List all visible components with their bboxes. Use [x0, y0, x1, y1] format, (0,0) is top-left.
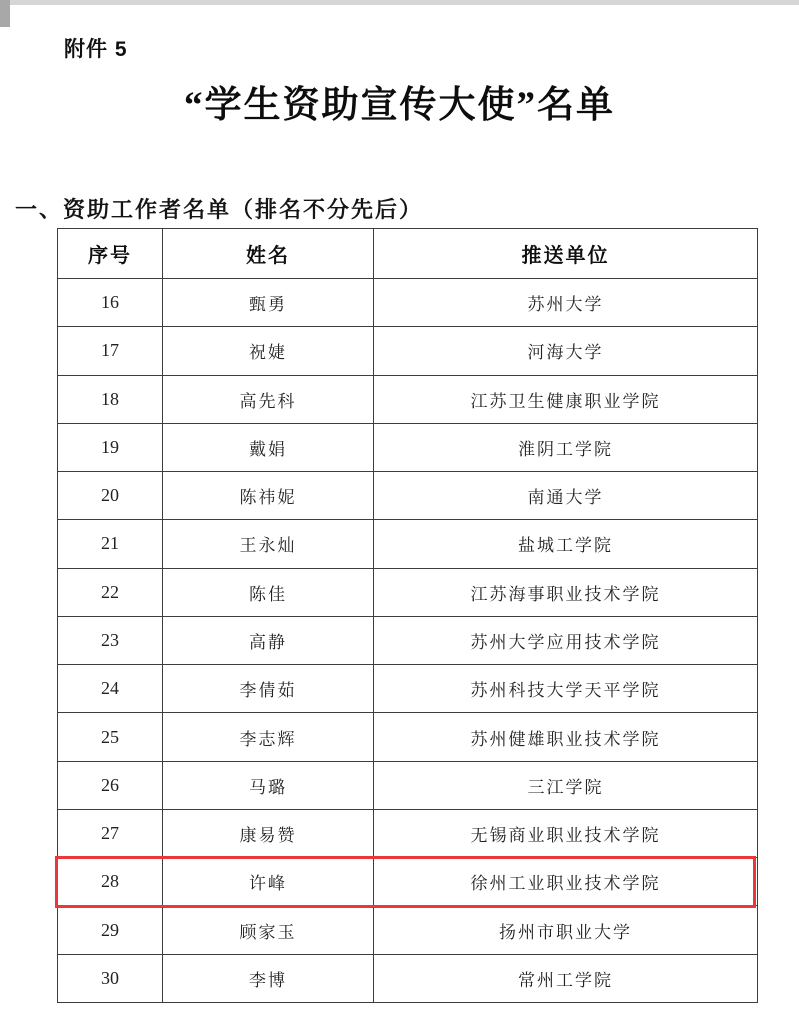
cell-name: 许峰: [163, 858, 374, 906]
table-row: [58, 906, 758, 954]
cell-no: 21: [58, 520, 163, 568]
table-row: [58, 472, 758, 520]
page-title: “学生资助宣传大使”名单: [184, 85, 615, 126]
cell-unit: 淮阴工学院: [374, 423, 758, 471]
attachment-label: 附件 5: [64, 38, 128, 61]
cell-name: 祝婕: [163, 327, 374, 375]
cell-no: 20: [58, 472, 163, 520]
cell-unit: 苏州大学: [374, 279, 758, 327]
table-row: [58, 954, 758, 1002]
cell-name: 戴娟: [163, 423, 374, 471]
cell-no: 18: [58, 375, 163, 423]
section-heading: 一、资助工作者名单（排名不分先后）: [15, 197, 424, 222]
table-row: [58, 279, 758, 327]
cell-unit: 河海大学: [374, 327, 758, 375]
cell-no: 28: [58, 858, 163, 906]
table-row: [58, 327, 758, 375]
cell-name: 李博: [163, 954, 374, 1002]
cell-name: 高先科: [163, 375, 374, 423]
cell-no: 17: [58, 327, 163, 375]
table-header-row: [58, 229, 758, 279]
cell-no: 30: [58, 954, 163, 1002]
cell-name: 李倩茹: [163, 665, 374, 713]
table-row: [58, 665, 758, 713]
cell-unit: 三江学院: [374, 761, 758, 809]
cell-name: 马璐: [163, 761, 374, 809]
cell-no: 27: [58, 809, 163, 857]
cell-unit: 南通大学: [374, 472, 758, 520]
cell-unit: 扬州市职业大学: [374, 906, 758, 954]
header-cell-name: 姓名: [163, 229, 374, 279]
scan-artifact-corner: [0, 0, 10, 27]
table-row: [58, 520, 758, 568]
cell-no: 23: [58, 616, 163, 664]
cell-name: 李志辉: [163, 713, 374, 761]
cell-unit: 常州工学院: [374, 954, 758, 1002]
cell-unit: 盐城工学院: [374, 520, 758, 568]
table-row: [58, 713, 758, 761]
header-cell-no: 序号: [58, 229, 163, 279]
cell-unit: 无锡商业职业技术学院: [374, 809, 758, 857]
cell-no: 25: [58, 713, 163, 761]
cell-no: 16: [58, 279, 163, 327]
cell-no: 24: [58, 665, 163, 713]
cell-unit: 苏州健雄职业技术学院: [374, 713, 758, 761]
table-row: [58, 761, 758, 809]
cell-unit: 江苏海事职业技术学院: [374, 568, 758, 616]
cell-unit: 苏州科技大学天平学院: [374, 665, 758, 713]
table-row: [58, 809, 758, 857]
cell-unit: 江苏卫生健康职业学院: [374, 375, 758, 423]
cell-name: 王永灿: [163, 520, 374, 568]
ambassador-table: [57, 228, 758, 1003]
cell-no: 19: [58, 423, 163, 471]
table-row: [58, 423, 758, 471]
scan-artifact-top-strip: [0, 0, 799, 5]
cell-name: 陈佳: [163, 568, 374, 616]
cell-name: 陈祎妮: [163, 472, 374, 520]
cell-no: 22: [58, 568, 163, 616]
cell-name: 甄勇: [163, 279, 374, 327]
table-row: [58, 375, 758, 423]
cell-unit: 苏州大学应用技术学院: [374, 616, 758, 664]
table-row: [58, 858, 758, 906]
table-body: [58, 279, 758, 1003]
cell-name: 顾家玉: [163, 906, 374, 954]
cell-name: 高静: [163, 616, 374, 664]
cell-unit: 徐州工业职业技术学院: [374, 858, 758, 906]
cell-no: 26: [58, 761, 163, 809]
table-row: [58, 568, 758, 616]
table-row: [58, 616, 758, 664]
cell-no: 29: [58, 906, 163, 954]
cell-name: 康易赞: [163, 809, 374, 857]
header-cell-unit: 推送单位: [374, 229, 758, 279]
